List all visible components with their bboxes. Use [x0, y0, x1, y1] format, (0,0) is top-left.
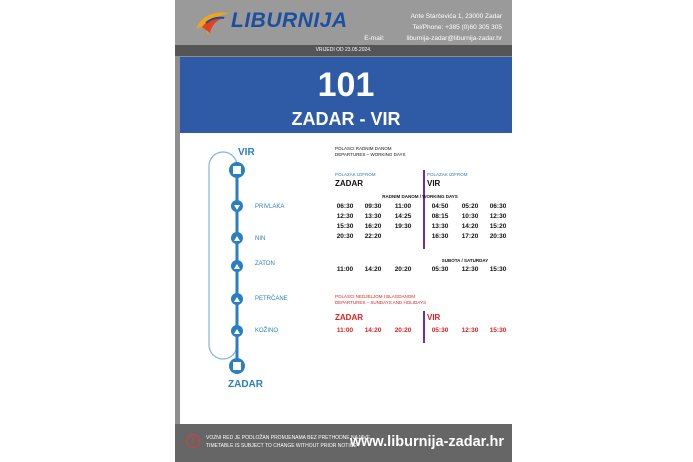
time-cell: 16:20: [364, 223, 382, 230]
phone-line: [364, 22, 502, 33]
logo-text: LIBURNIJA: [231, 9, 348, 32]
stop-up-icon: [231, 260, 243, 272]
footer: [175, 424, 512, 462]
time-cell: 12:30: [489, 213, 507, 220]
sunday-header-hr: POLASCI NEDJELJOM I BLAGDANOM: [335, 294, 416, 299]
saturday-label: SUBOTA / SATURDAY: [441, 258, 489, 263]
column-divider: [423, 311, 425, 343]
line-number: 101: [317, 66, 375, 104]
terminal-stop-icon: [229, 162, 245, 178]
address: Ante Starčevića 1, 23000 Zadar: [410, 13, 502, 20]
timetable-body: [180, 133, 512, 424]
time-cell: 14:20: [461, 223, 479, 230]
stop-label-zadar: ZADAR: [228, 379, 263, 390]
email-line: [364, 33, 502, 44]
footer-note: [206, 434, 370, 450]
time-cell: 15:30: [336, 223, 354, 230]
time-cell: 20:20: [394, 266, 412, 273]
route-title: ZADAR - VIR: [291, 109, 401, 129]
sunday-origin-vir: VIR: [427, 313, 441, 322]
column-divider: [423, 170, 425, 249]
terminal-stop-icon: [229, 358, 245, 374]
time-cell: 17:20: [461, 233, 479, 240]
stop-label-vir: VIR: [238, 147, 255, 158]
time-cell: 13:30: [364, 213, 382, 220]
time-cell: 12:30: [461, 327, 479, 334]
stop-up-icon: [231, 293, 243, 305]
warning-icon: !: [186, 434, 200, 448]
time-cell: 14:20: [364, 327, 382, 334]
timetable-sheet: [175, 0, 512, 462]
contact-info: [364, 11, 502, 44]
stop-label-zaton: ZATON: [255, 261, 275, 267]
validity-date: VRIJEDI OD 23.05.2024.: [175, 45, 512, 56]
time-cell: 14:20: [364, 266, 382, 273]
time-cell: 04:50: [431, 203, 449, 210]
phone-value: +385 (0)60 305 305: [445, 24, 502, 31]
stop-up-icon: [231, 325, 243, 337]
time-cell: 11:00: [394, 203, 412, 210]
sunday-header-en: DEPARTURES – SUNDAYS AND HOLIDAYS: [335, 300, 426, 305]
stop-up-icon: [231, 232, 243, 244]
time-cell: 15:20: [489, 223, 507, 230]
time-cell: 08:15: [431, 213, 449, 220]
time-cell: 11:00: [336, 327, 354, 334]
time-cell: 16:30: [431, 233, 449, 240]
time-cell: 10:30: [461, 213, 479, 220]
time-cell: 20:30: [336, 233, 354, 240]
time-cell: 05:20: [461, 203, 479, 210]
stop-label-kozino: KOŽINO: [255, 328, 279, 334]
email-value: liburnija-zadar@liburnija-zadar.hr: [406, 35, 502, 42]
stop-down-icon: [231, 200, 243, 212]
time-cell: 05:30: [431, 266, 449, 273]
website-link[interactable]: www.liburnija-zadar.hr: [349, 434, 504, 450]
time-cell: 15:30: [489, 266, 507, 273]
liburnija-logo-icon: [194, 9, 234, 39]
stop-label-privlaka: PRIVLAKA: [255, 204, 285, 210]
departure-from-label: POLAZAK IZ/FROM: [335, 172, 376, 177]
route-banner: [180, 57, 512, 133]
time-cell: 13:30: [431, 223, 449, 230]
time-cell: 11:00: [336, 266, 354, 273]
time-cell: 14:25: [394, 213, 412, 220]
stop-label-nin: NIN: [255, 236, 266, 242]
time-cell: 06:30: [336, 203, 354, 210]
time-cell: 19:30: [394, 223, 412, 230]
time-cell: 12:30: [336, 213, 354, 220]
footer-note-hr: VOZNI RED JE PODLOŽAN PROMJENAMA BEZ PRETHODNE NAJAVE: [206, 435, 371, 441]
time-cell: 06:30: [489, 203, 507, 210]
working-header-en: DEPARTURES – WORKING DAYS: [335, 152, 406, 157]
time-cell: 20:20: [394, 327, 412, 334]
time-cell: 09:30: [364, 203, 382, 210]
phone-label: Tel/Phone:: [412, 24, 444, 31]
email-label: E-mail:: [364, 35, 385, 42]
stop-label-petrcane: PETRČANE: [255, 296, 288, 302]
time-cell: 15:30: [489, 327, 507, 334]
departure-from-label: POLAZAK IZ/FROM: [427, 172, 468, 177]
origin-zadar: ZADAR: [335, 179, 363, 188]
working-header-hr: POLASCI RADNIM DANOM: [335, 146, 392, 151]
time-cell: 05:30: [431, 327, 449, 334]
origin-vir: VIR: [427, 179, 441, 188]
sunday-origin-zadar: ZADAR: [335, 313, 363, 322]
footer-note-en: TIMETABLE IS SUBJECT TO CHANGE WITHOUT PRIOR NOTICE: [206, 443, 357, 449]
time-cell: 20:30: [489, 233, 507, 240]
header: [175, 0, 512, 45]
time-cell: 12:30: [461, 266, 479, 273]
time-cell: 22:20: [364, 233, 382, 240]
working-days-label: RADNIM DANOM / WORKING DAYS: [382, 194, 458, 199]
